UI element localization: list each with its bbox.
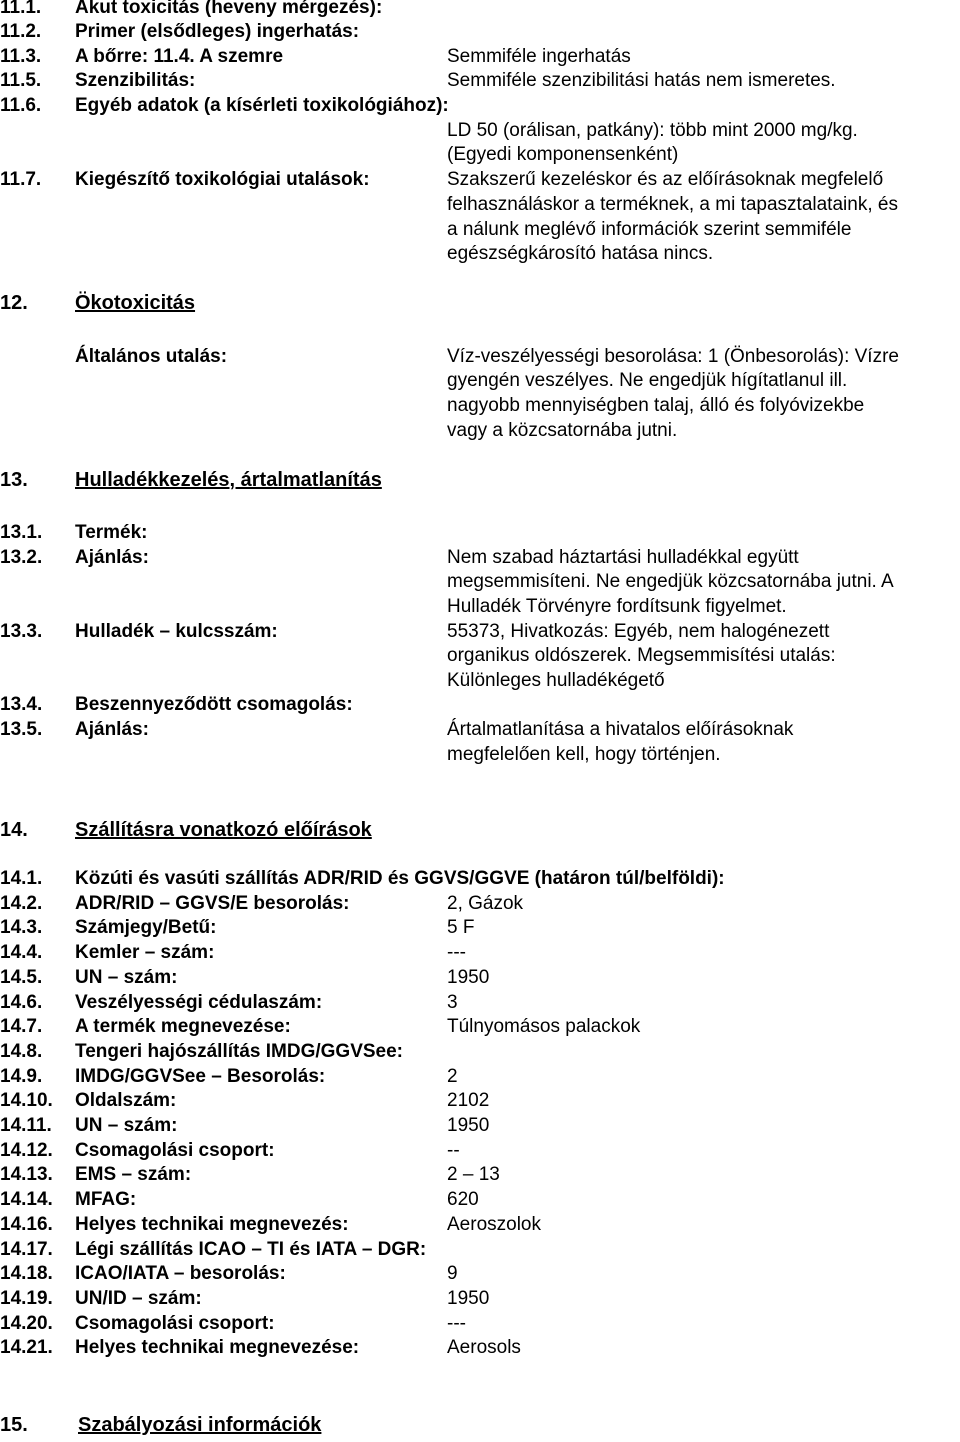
table-row-number: 14.10. [0, 1090, 53, 1111]
item-value-line: nagyobb mennyiségben talaj, álló és folyóvizekbe [447, 395, 865, 416]
section-title: Szabályozási információk [78, 1414, 322, 1436]
table-row-number: 14.2. [0, 893, 43, 914]
table-row-label: Helyes technikai megnevezése: [75, 1337, 360, 1358]
item-label: Ajánlás: [75, 719, 149, 740]
item-number: 11.3. [0, 46, 42, 67]
table-row-number: 14.20. [0, 1313, 53, 1334]
table-row-number: 14.21. [0, 1337, 53, 1358]
table-row-value: Aeroszolok [447, 1214, 541, 1235]
table-row-label: Számjegy/Betű: [75, 917, 217, 938]
item-value-line: vagy a közcsatornába jutni. [447, 420, 678, 441]
item-value-line: a nálunk meglévő információk szerint semmiféle [447, 219, 852, 240]
table-row-label: Kemler – szám: [75, 942, 215, 963]
table-row-number: 14.6. [0, 992, 43, 1013]
table-row-label: Tengeri hajószállítás IMDG/GGVSee: [75, 1041, 404, 1062]
table-row-value: 9 [447, 1263, 458, 1284]
section-number: 12. [0, 292, 28, 314]
table-row-label: Légi szállítás ICAO – TI és IATA – DGR: [75, 1239, 427, 1260]
table-row-value: 2 – 13 [447, 1164, 500, 1185]
item-label: Egyéb adatok (a kísérleti toxikológiához): [75, 95, 449, 116]
section-number: 14. [0, 819, 28, 841]
item-number: 13.1. [0, 522, 43, 543]
item-number: 11.1. [0, 0, 42, 18]
table-row-number: 14.14. [0, 1189, 53, 1210]
table-row-number: 14.1. [0, 868, 43, 889]
table-row-value: 2, Gázok [447, 893, 524, 914]
table-row-label: MFAG: [75, 1189, 137, 1210]
item-label: Hulladék – kulcsszám: [75, 621, 278, 642]
item-value-line: organikus oldószerek. Megsemmisítési utalás: [447, 645, 836, 666]
item-value-line: gyengén veszélyes. Ne engedjük hígítatlanul ill. [447, 370, 848, 391]
section-title: Szállításra vonatkozó előírások [75, 819, 372, 841]
table-row-label: EMS – szám: [75, 1164, 192, 1185]
table-row-label: UN – szám: [75, 967, 178, 988]
table-row-label: Közúti és vasúti szállítás ADR/RID és GGVS/GGVE (határon túl/belföldi): [75, 868, 725, 889]
section-title: Ökotoxicitás [75, 292, 196, 314]
table-row-value: 3 [447, 992, 458, 1013]
item-label: Akut toxicitás (heveny mérgezés): [75, 0, 383, 18]
table-row-value: -- [447, 1140, 460, 1161]
table-row-value: Aerosols [447, 1337, 521, 1358]
item-value-line: (Egyedi komponensenként) [447, 144, 679, 165]
table-row-number: 14.4. [0, 942, 43, 963]
table-row-value: 1950 [447, 1115, 490, 1136]
item-value-line: 55373, Hivatkozás: Egyéb, nem halogénezett [447, 621, 830, 642]
table-row-value: 2102 [447, 1090, 490, 1111]
item-label: Általános utalás: [75, 346, 228, 367]
table-row-label: ADR/RID – GGVS/E besorolás: [75, 893, 350, 914]
item-value-line: egészségkárosító hatása nincs. [447, 243, 714, 264]
item-value-line: LD 50 (orálisan, patkány): több mint 2000 mg/kg. [447, 120, 858, 141]
item-label: A bőrre: 11.4. A szemre [75, 46, 284, 67]
item-number: 11.6. [0, 95, 42, 116]
table-row-number: 14.16. [0, 1214, 53, 1235]
item-value-line: Nem szabad háztartási hulladékkal együtt [447, 547, 799, 568]
item-label: Ajánlás: [75, 547, 149, 568]
table-row-number: 14.7. [0, 1016, 43, 1037]
item-label: Szenzibilitás: [75, 70, 196, 91]
item-value-line: megsemmisíteni. Ne engedjük közcsatornába jutni. A [447, 571, 894, 592]
item-label: Kiegészítő toxikológiai utalások: [75, 169, 370, 190]
item-label: Termék: [75, 522, 148, 543]
item-value-line: Víz-veszélyességi besorolása: 1 (Önbesorolás): Vízre [447, 346, 899, 367]
table-row-label: UN/ID – szám: [75, 1288, 202, 1309]
item-number: 13.3. [0, 621, 43, 642]
table-row-number: 14.9. [0, 1066, 43, 1087]
table-row-value: 1950 [447, 967, 490, 988]
section-title: Hulladékkezelés, ártalmatlanítás [75, 469, 382, 491]
item-number: 11.7. [0, 169, 42, 190]
item-number: 13.4. [0, 694, 43, 715]
item-value: Semmiféle szenzibilitási hatás nem ismeretes. [447, 70, 836, 91]
table-row-value: 1950 [447, 1288, 490, 1309]
table-row-number: 14.19. [0, 1288, 53, 1309]
item-value-line: Ártalmatlanítása a hivatalos előírásoknak [447, 719, 794, 740]
item-number: 13.5. [0, 719, 43, 740]
section-number: 13. [0, 469, 28, 491]
item-label: Primer (elsődleges) ingerhatás: [75, 21, 360, 42]
table-row-number: 14.5. [0, 967, 43, 988]
table-row-number: 14.11. [0, 1115, 52, 1136]
item-value-line: felhasználáskor a terméknek, a mi tapasztalataink, és [447, 194, 898, 215]
item-label: Beszennyeződött csomagolás: [75, 694, 353, 715]
item-value-line: megfelelően kell, hogy történjen. [447, 744, 721, 765]
table-row-label: Helyes technikai megnevezés: [75, 1214, 349, 1235]
table-row-label: Csomagolási csoport: [75, 1313, 275, 1334]
table-row-value: --- [447, 942, 466, 963]
table-row-number: 14.8. [0, 1041, 43, 1062]
item-value-line: Hulladék Törvényre fordítsunk figyelmet. [447, 596, 787, 617]
table-row-number: 14.12. [0, 1140, 53, 1161]
item-number: 11.2. [0, 21, 42, 42]
item-number: 13.2. [0, 547, 43, 568]
table-row-value: 5 F [447, 917, 475, 938]
table-row-number: 14.18. [0, 1263, 53, 1284]
table-row-value: 620 [447, 1189, 479, 1210]
table-row-label: Oldalszám: [75, 1090, 177, 1111]
item-value-line: Szakszerű kezeléskor és az előírásoknak megfelelő [447, 169, 884, 190]
table-row-label: ICAO/IATA – besorolás: [75, 1263, 286, 1284]
table-row-label: IMDG/GGVSee – Besorolás: [75, 1066, 326, 1087]
table-row-label: Veszélyességi cédulaszám: [75, 992, 323, 1013]
table-row-label: Csomagolási csoport: [75, 1140, 275, 1161]
table-row-value: --- [447, 1313, 466, 1334]
item-value-line: Különleges hulladékégető [447, 670, 665, 691]
table-row-label: UN – szám: [75, 1115, 178, 1136]
table-row-value: 2 [447, 1066, 458, 1087]
item-number: 11.5. [0, 70, 42, 91]
table-row-number: 14.3. [0, 917, 43, 938]
table-row-value: Túlnyomásos palackok [447, 1016, 641, 1037]
table-row-number: 14.17. [0, 1239, 53, 1260]
section-number: 15. [0, 1414, 28, 1436]
item-value: Semmiféle ingerhatás [447, 46, 631, 67]
table-row-label: A termék megnevezése: [75, 1016, 291, 1037]
table-row-number: 14.13. [0, 1164, 53, 1185]
